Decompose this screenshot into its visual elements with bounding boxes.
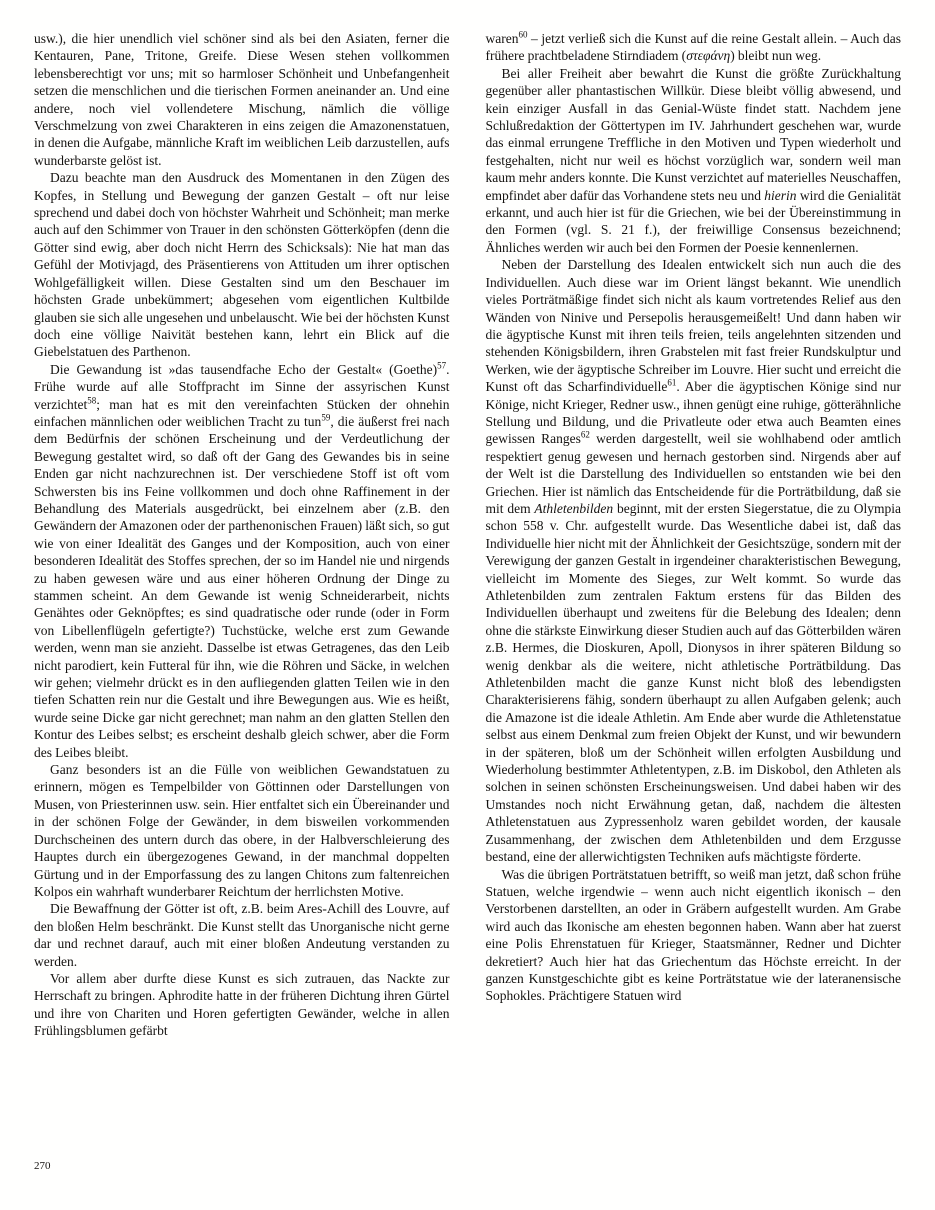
footnote-reference: 60: [518, 29, 528, 40]
italic-text: hierin: [764, 187, 797, 203]
page-number: 270: [34, 1160, 51, 1172]
footnote-reference: 61: [667, 377, 677, 388]
footnote-reference: 57: [437, 360, 447, 371]
paragraph: Neben der Darstellung des Idealen entwickelt sich nun auch die des Individuellen. Auch diese war im Orient längst bekannt. Wie unendlich vieles Porträtmäßige findet sich nicht als kaum vortretendes Relief aus den Wänden von Ninive und Persepolis herausgemeißelt! Und dann haben wir die ägyptische Kunst mit ihren teils freien, teils angelehnten sitzenden und stehenden Königsbildern, ihren Grabstelen mit fast freier Rundskulptur und Werken, wie der ägyptische Schreiber im Louvre. Hier sucht und erreicht die Kunst oft das Scharfindividuelle$^{61}$. Aber die ägyptischen Könige sind nur Könige, nicht Krieger, Redner usw., ihnen genügt eine ruhige, götterähnliche Stellung und Bildung, und die Privatleute oder etwa auch Beamten eines gewissen Ranges$^{62}$ werden dargestellt, weil sie wohlhabend oder amtlich respektiert genug gewesen und hernach gestorben sind. Nirgends aber auf der Welt ist die Darstellung des Individuellen so entstanden wie bei den Griechen. Hier ist nämlich das Entscheidende für die Porträtbildung, daß sie mit dem Athletenbilden beginnt, mit der ersten Siegerstatue, die zu Olympia schon 558 v. Chr. aufgestellt wurde. Das Wesentliche dabei ist, daß das Individuelle hier nicht mit der Ähnlichkeit der Gesichtszüge, sondern mit der Verewigung der ganzen Gestalt in irgendeiner charakteristischen Bewegung, vielleicht im Momente des Sieges, zur Welt kommt. So wurde das Athletenbilden zum zentralen Faktum erstens für das Bilden des Individuellen überhaupt und zweitens für die Belebung des Idealen; denn ohne die stärkste Einwirkung dieser Studien auch auf das Götterbilden wären z.B. Hermes, die Dioskuren, Apoll, Dionysos in ihrer späteren Bildung so wenig denkbar als die weitere, nicht athletische Porträtbildung. Das Athletenbilden macht die ganze Kunst nicht bloß des lebendigsten Charakterisierens fähig, sondern überhaupt zu allen Aufgaben gelenk; auch die Amazone ist die ideale Athletin. Am Ende aber wurde die Athletenstatue selbst aus einem Denkmal zum freien Objekt der Kunst, und wir bewundern in der späteren, bloß um der Schönheit willen erfolgten Ausbildung und Wiederholung bestimmter Athletentypen, z.B. im Diskobol, den Athleten als solchen in seinen schönsten Erscheinungsweisen. Und dabei haben wir des Umstandes noch nicht Erwähnung getan, daß, nachdem die ältesten Athletenstatuen aus Zypressenholz waren gebildet worden, der kausale Zusammenhang, der zwischen dem Athletenbilden und dem Erzgusse bestand, eine der allerwichtigsten Techniken aufs mächtigste förderte.: [485, 257, 901, 865]
left-column: [34, 30, 450, 1040]
paragraph: usw.), die hier unendlich viel schöner sind als bei den Asiaten, ferner die Kentauren, Pane, Tritone, Greife. Diese Wesen stehen vollkommen lebensberechtigt vor uns; mit so harmloser Schönheit und Unbefangenheit setzen die menschlichen und die tierischen Formen aneinander an. Und eine andere, noch viel vollendetere Mischung, nämlich die völlige Verschmelzung von zwei Charakteren in eins zeigen die Amazonenstatuen, in denen die Aufgabe, männliche Kraft im weiblichen Leib darzustellen, aufs wunderbarste gelöst ist.: [34, 31, 450, 168]
paragraph: Bei aller Freiheit aber bewahrt die Kunst die größte Zurückhaltung gegenüber aller phantastischen Willkür. Diese bleibt völlig abwesend, und kein einziger Ausfall in das Genial-Wüste findet statt. Nachdem jene Schlußredaktion der Göttertypen im IV. Jahrhundert geschehen war, wurde das einmal errungene Treffliche in den Motiven und Typen wiederholt und festgehalten, nicht nur weil es höchst vorzüglich war, sondern weil man kaum mehr anders konnte. Die Kunst verzichtet auf materielles Neuschaffen, empfindet aber dafür das Vorhandene stets neu und hierin wird die Genialität erkannt, und auch hier ist für die Griechen, wie bei der Übereinstimmung in den Formen (vgl. S. 21 f.), der freiwillige Consensus bezeichnend; Ähnliches werden wir auch bei den Formen der Poesie kennenlernen.: [485, 65, 901, 255]
paragraph: Vor allem aber durfte diese Kunst es sich zutrauen, das Nackte zur Herrschaft zu bringen. Aphrodite hatte in der früheren Dichtung ihren Gürtel und ihre von Chariten und Horen gefertigten Gewänder, welche in allen Frühlingsblumen gefärbt: [34, 970, 450, 1039]
italic-text: στεφάνη: [686, 48, 731, 64]
paragraph: Die Bewaffnung der Götter ist oft, z.B. beim Ares-Achill des Louvre, auf den bloßen Helm beschränkt. Die Kunst stellt das Unorganische nicht gerne dar und rechnet darauf, auch mit einer bloßen Andeutung verstanden zu werden.: [34, 901, 450, 969]
right-column: [486, 30, 902, 1040]
italic-text: Athletenbilden: [534, 500, 614, 516]
paragraph: waren$^{60}$ – jetzt verließ sich die Kunst auf die reine Gestalt allein. – Auch das frühere prachtbeladene Stirndiadem (στεφάνη) bleibt nun weg.: [485, 29, 901, 64]
paragraph: Ganz besonders ist an die Fülle von weiblichen Gewandstatuen zu erinnern, mögen es Tempelbilder von Göttinnen oder Darstellungen von Musen, von Priesterinnen usw. sein. Hier entfaltet sich ein Übereinander und in der schönen Folge der Gewänder, in dem bisweilen vorkommenden Durchscheinen des untern durch das obere, in der Halbverschleierung des Hauptes durch ein übergezogenes Gewand, in der manchmal doppelten Gürtung und in der Emporfassung des zu langen Chitons zum faltenreichen Kolpos ein wahrhaft wunderbarer Reichtum der herrlichsten Motive.: [34, 762, 450, 899]
paragraph: Was die übrigen Porträtstatuen betrifft, so weiß man jetzt, daß schon frühe Statuen, welche irgendwie – wenn auch nicht eigentlich ikonisch – den Verstorbenen darstellten, an oder in Gräbern aufgestellt wurden. Am Grabe wird auch das Ikonische am ehesten begonnen haben. Wann aber hat zuerst eine Polis Ehrenstatuen für Krieger, Staatsmänner, Redner und Dichter dekretiert? Auch hier hat das Griechentum das Höchste erreicht. In der ganzen Kunstgeschichte gibt es keine Porträtstatue wie der lateranensische Sophokles. Prächtigere Statuen wird: [485, 866, 901, 1004]
footnote-reference: 59: [321, 412, 331, 423]
paragraph: Dazu beachte man den Ausdruck des Momentanen in den Zügen des Kopfes, in Stellung und Bewegung der ganzen Gestalt – oft nur leise sprechend und dabei doch von höchster Wahrheit und Schönheit; man merke auch auf den Schimmer von Trauer in den schönsten Götterköpfen (denn die Götter sind ewig, aber doch nicht Herrn des Schicksals): Nie hat man das Gefühl der Motivjagd, des Präsentierens von Attituden um ihrer optischen Wohlgefälligkeit willen. Diese Gestalten sind um den Beschauer im höchsten Grade unbekümmert; abgesehen vom eigentlichen Kultbilde glauben sie sich alle ungesehen und unbelauscht. Wie bei der höchsten Kunst doch eine völlige Naivität bestehen kann, lehrt ein Blick auf die Giebelstatuen des Parthenon.: [34, 170, 450, 360]
paragraph: Die Gewandung ist »das tausendfache Echo der Gestalt« (Goethe)$^{57}$. Frühe wurde auf alle Stoffpracht im Sinne der assyrischen Kunst verzichtet$^{58}$; man hat es mit den vereinfachten Stücken der ohnehin einfachen männlichen oder weiblichen Tracht zu tun$^{59}$, die äußerst frei nach dem Bedürfnis der schönen Erscheinung und der Verdeutlichung der Bewegung gestaltet wird, so daß oft der Gang des Gewandes bis in seine Enden gar nicht nachzurechnen ist. Der verschiedene Stoff ist oft vom Schwersten bis ins Feine vollkommen und doch ohne Raffinement in der Behandlung des Materials ausgedrückt, bei einzelnem aber (z.B. den Gewändern der Amazonen oder der parthenonischen Frauen) läßt sich, so gut wie von einer Idealität des Ganges und der Komposition, auch von einer besonderen Idealität des Stoffes sprechen, der so im Handel nie und nirgends zu haben gewesen wäre und aus einer höheren Ordnung der Dinge zu stammen scheint. An dem Gewande ist wenig Schneiderarbeit, nichts Genähtes oder Geknöpftes; es sind quadratische oder runde (oder in Form von Libellenflügeln gefertigte?) Tuchstücke, welche erst zum Gewande werden, wenn man sie anzieht. Dasselbe ist etwas Getragenes, das den Leib nicht parodiert, kein Futteral für ihn, wie die Röhren und Säcke, in welchen wir gehen; vielmehr drückt es in den aufliegenden glatten Teilen wie in den tiefen Schatten rein nur die Gestalt und ihre Bewegungen aus. Wie es heißt, wurde seine Dicke gar nicht gerechnet; man nahm an den glatten Stellen den Kontur des Leibes selbst; es erscheint deshalb gleich schwer, aber die Form des Leibes bleibt.: [34, 360, 450, 760]
footnote-reference: 58: [87, 395, 97, 406]
footnote-reference: 62: [580, 429, 590, 440]
